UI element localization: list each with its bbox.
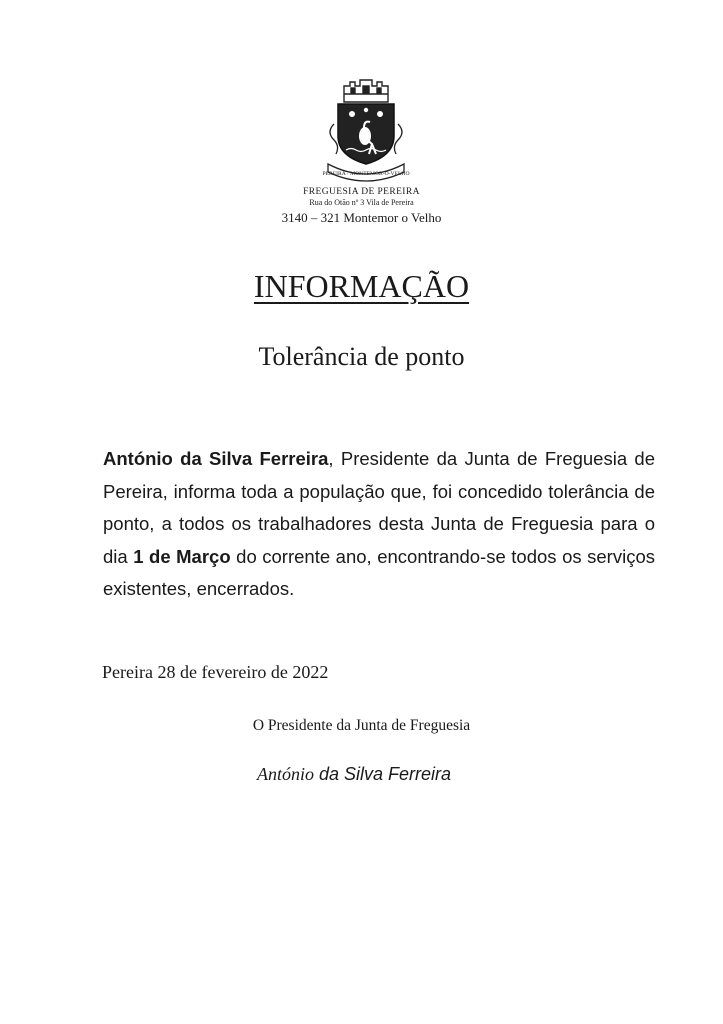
document-title-text: INFORMAÇÃO: [253, 268, 470, 304]
signature: [257, 762, 451, 786]
crest-motto: PEREIRA · MONTEMOR-O-VELHO: [322, 171, 410, 177]
body-text-part2: do corrente ano, encontrando-se todos os serviços existentes, encerrados.: [103, 545, 655, 599]
holiday-date: 1 de Março: [133, 545, 231, 567]
signatory-role: O Presidente da Junta de Freguesia: [252, 717, 471, 734]
institution-address: Rua do Otão nº 3 Vila de Pereira: [309, 198, 414, 207]
letterhead: [200, 186, 523, 226]
place-and-date: Pereira 28 de fevereiro de 2022: [102, 662, 329, 682]
document-subtitle: Tolerância de ponto: [258, 342, 465, 371]
institution-postcode: 3140 – 321 Montemor o Velho: [281, 210, 442, 225]
signature-first-name: António: [257, 764, 314, 784]
signature-surname: da Silva Ferreira: [314, 764, 452, 784]
body-text-part1: , Presidente da Junta de Freguesia de Pereira, informa toda a população que, foi concedido tolerância de ponto, a todos os trabalhadores desta Junta de Freguesia para o dia: [103, 448, 655, 567]
announcement-body: [103, 443, 655, 606]
president-name: António da Silva Ferreira: [103, 448, 329, 469]
document-title: [0, 266, 723, 306]
coat-of-arms-icon: [318, 72, 414, 182]
institution-name: FREGUESIA DE PEREIRA: [303, 187, 420, 197]
